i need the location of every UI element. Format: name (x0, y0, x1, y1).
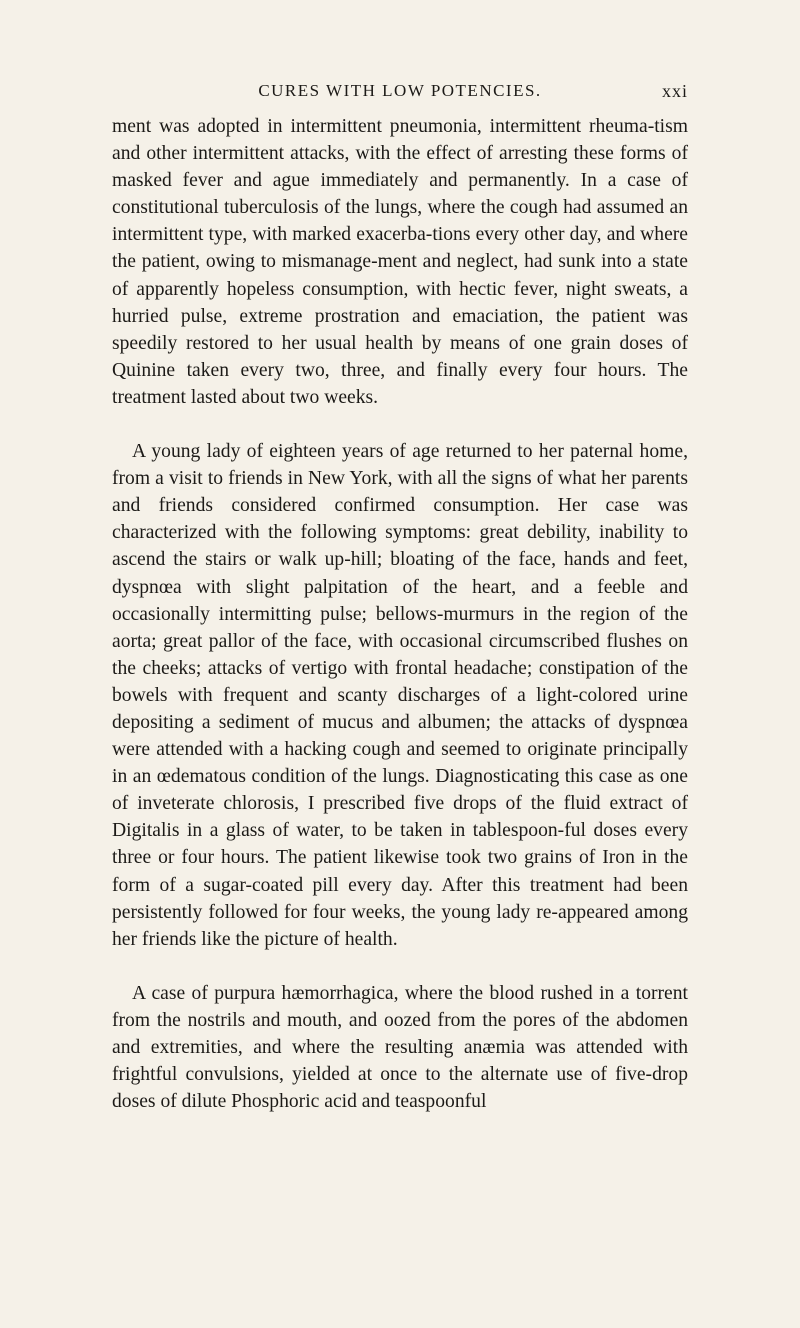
paragraph-chlorosis-case: A young lady of eighteen years of age returned to her paternal home, from a visit to friends in New York, with all the signs of what her parents and friends considered confirmed consumption. Her case was characterized with the following symptoms: great debility, inability to ascend the stairs or walk up-hill; bloating of the face, hands and feet, dyspnœa with slight palpitation of the heart, and a feeble and occasionally intermitting pulse; bellows-murmurs in the region of the aorta; great pallor of the face, with occasional circumscribed flushes on the cheeks; attacks of vertigo with frontal headache; constipation of the bowels with frequent and scanty discharges of a light-colored urine depositing a sediment of mucus and albumen; the attacks of dyspnœa were attended with a hacking cough and seemed to originate principally in an œdematous condition of the lungs. Diagnosticating this case as one of inveterate chlorosis, I prescribed five drops of the fluid extract of Digitalis in a glass of water, to be taken in tablespoon-ful doses every three or four hours. The patient likewise took two grains of Iron in the form of a sugar-coated pill every day. After this treatment had been persistently followed for four weeks, the young lady re-appeared among her friends like the picture of health. (112, 441, 688, 950)
paragraph-purpura-case: A case of purpura hæmorrhagica, where the blood rushed in a torrent from the nostrils and mouth, and oozed from the pores of the abdomen and extremities, and where the resulting anæmia was attended with frightful convulsions, yielded at once to the alternate use of five-drop doses of dilute Phosphoric acid and teaspoonful (112, 982, 688, 1113)
running-title: CURES WITH LOW POTENCIES. (258, 81, 542, 100)
body-text (112, 113, 688, 1115)
paragraph-quinine-case: ment was adopted in intermittent pneumonia, intermittent rheuma-tism and other intermittent attacks, with the effect of arresting these forms of masked fever and ague immediately and permanently. In a case of constitutional tuberculosis of the lungs, where the cough had assumed an intermittent type, with marked exacerba-tions every other day, and where the patient, owing to mismanage-ment and neglect, had sunk into a state of apparently hopeless consumption, with hectic fever, night sweats, a hurried pulse, extreme prostration and emaciation, the patient was speedily restored to her usual health by means of one grain doses of Quinine taken every two, three, and finally every four hours. The treatment lasted about two weeks. (112, 116, 688, 408)
page-number: xxi (661, 81, 688, 101)
running-head (112, 80, 688, 110)
